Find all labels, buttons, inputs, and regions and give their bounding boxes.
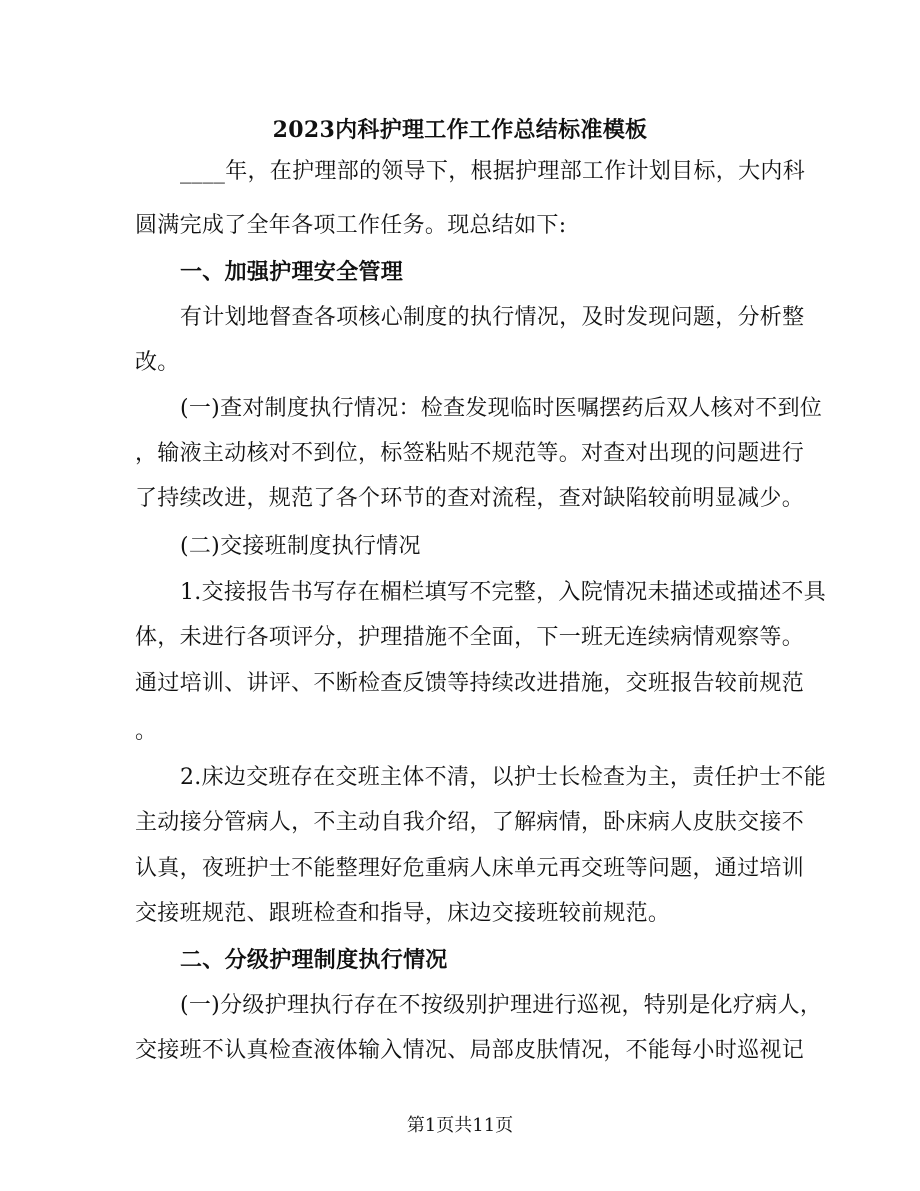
paragraph-line: 。 <box>135 719 158 744</box>
section-heading: 一、加强护理安全管理 <box>180 259 404 285</box>
paragraph-line: 体，未进行各项评分，护理措施不全面，下一班无连续病情观察等。 <box>135 625 805 650</box>
paragraph-line: 圆满完成了全年各项工作任务。现总结如下: <box>135 213 567 238</box>
paragraph-line: (一)查对制度执行情况：检查发现临时医嘱摆药后双人核对不到位 <box>180 396 823 421</box>
document-title: 2023内科护理工作工作总结标准模板 <box>272 117 648 143</box>
paragraph-line: (一)分级护理执行存在不按级别护理进行巡视，特别是化疗病人， <box>180 993 823 1018</box>
paragraph-line: 交接班规范、跟班检查和指导，床边交接班较前规范。 <box>135 901 671 926</box>
section-heading: 二、分级护理制度执行情况 <box>180 947 448 973</box>
paragraph-line: (二)交接班制度执行情况 <box>180 534 421 559</box>
paragraph-line: 认真，夜班护士不能整理好危重病人床单元再交班等问题，通过培训 <box>135 856 805 881</box>
page-footer: 第1页共11页 <box>406 1115 514 1136</box>
paragraph-line: 1.交接报告书写存在楣栏填写不完整，入院情况未描述或描述不具 <box>180 580 826 605</box>
paragraph-line: 2.床边交班存在交班主体不清，以护士长检查为主，责任护士不能 <box>180 765 826 790</box>
paragraph-line: 交接班不认真检查液体输入情况、局部皮肤情况，不能每小时巡视记 <box>135 1038 805 1063</box>
paragraph-line: 主动接分管病人，不主动自我介绍，了解病情，卧床病人皮肤交接不 <box>135 810 805 835</box>
paragraph-line: 有计划地督查各项核心制度的执行情况，及时发现问题，分析整 <box>180 305 805 330</box>
paragraph-line: 改。 <box>135 350 180 375</box>
paragraph-line: ____年，在护理部的领导下，根据护理部工作计划目标，大内科 <box>180 159 806 184</box>
paragraph-line: 通过培训、讲评、不断检查反馈等持续改进措施，交班报告较前规范 <box>135 671 805 696</box>
paragraph-line: ，输液主动核对不到位，标签粘贴不规范等。对查对出现的问题进行 <box>135 441 805 466</box>
paragraph-line: 了持续改进，规范了各个环节的查对流程，查对缺陷较前明显减少。 <box>135 486 805 511</box>
